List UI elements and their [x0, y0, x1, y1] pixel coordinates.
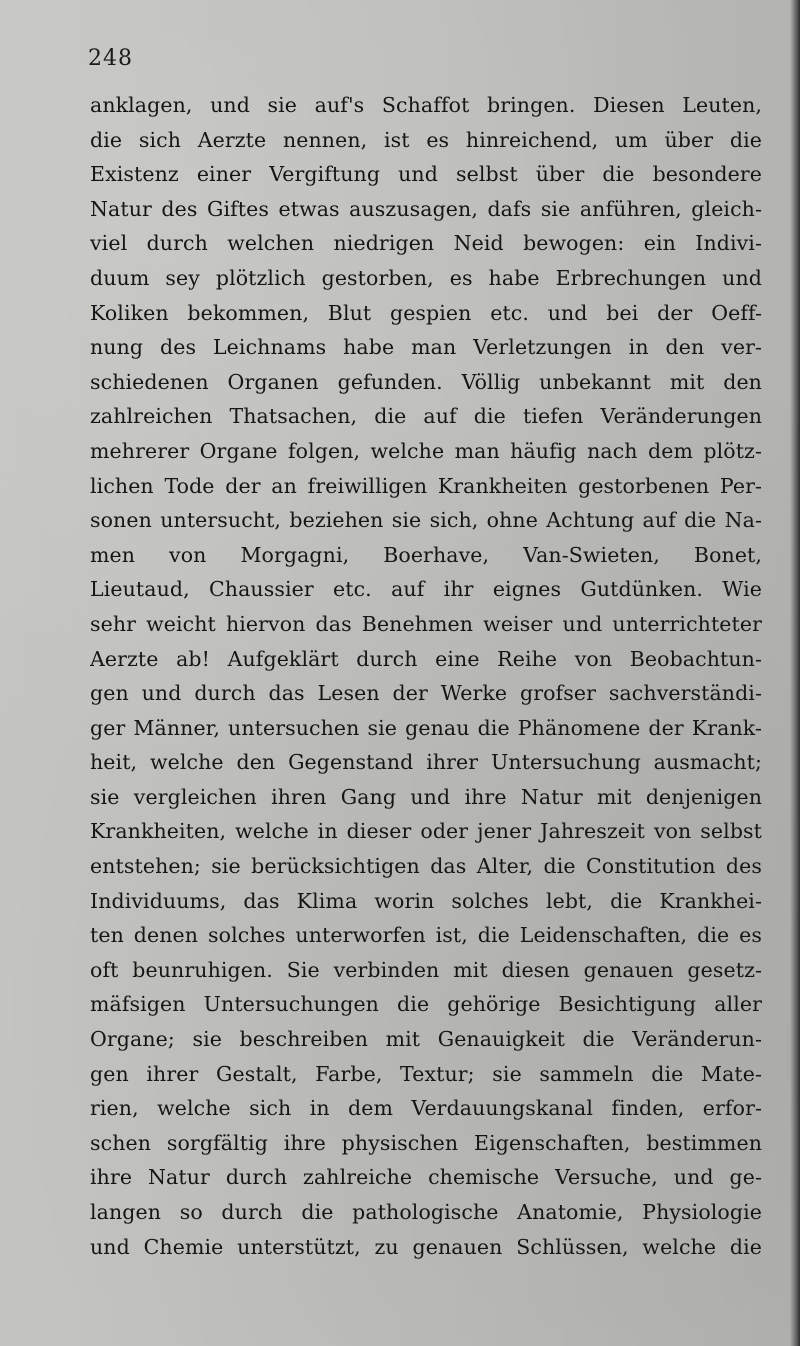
text-line: nung des Leichnams habe man Verletzungen in den ver-: [90, 335, 762, 360]
text-line: mehrerer Organe folgen, welche man häufig nach dem plötz-: [90, 438, 762, 463]
text-line: schen sorgfältig ihre physischen Eigenschaften, bestimmen: [90, 1130, 762, 1155]
text-line: heit, welche den Gegenstand ihrer Untersuchung ausmacht;: [90, 750, 762, 775]
text-line: duum sey plötzlich gestorben, es habe Erbrechungen und: [90, 265, 762, 290]
text-line: ger Männer, untersuchen sie genau die Phänomene der Krank-: [90, 715, 762, 740]
text-line: Natur des Giftes etwas auszusagen, dafs sie anführen, gleich-: [90, 196, 762, 221]
text-line: gen ihrer Gestalt, Farbe, Textur; sie sammeln die Mate-: [90, 1061, 762, 1086]
text-line: anklagen, und sie auf's Schaffot bringen. Diesen Leuten,: [90, 93, 762, 117]
body-text: [90, 88, 762, 1264]
text-line: viel durch welchen niedrigen Neid bewogen: ein Indivi-: [90, 231, 762, 256]
text-line: sie vergleichen ihren Gang und ihre Natur mit denjenigen: [90, 784, 762, 809]
text-line: schiedenen Organen gefunden. Völlig unbekannt mit den: [90, 369, 762, 394]
text-line: Aerzte ab! Aufgeklärt durch eine Reihe von Beobachtun-: [90, 646, 762, 671]
text-line: men von Morgagni, Boerhave, Van-Swieten, Bonet,: [90, 542, 762, 567]
text-line: gen und durch das Lesen der Werke grofser sachverständi-: [90, 681, 762, 706]
text-line: Organe; sie beschreiben mit Genauigkeit die Veränderun-: [90, 1027, 762, 1052]
text-line: Lieutaud, Chaussier etc. auf ihr eignes Gutdünken. Wie: [90, 577, 762, 602]
text-line: und Chemie unterstützt, zu genauen Schlüssen, welche die: [90, 1234, 762, 1259]
text-line: mäfsigen Untersuchungen die gehörige Besichtigung aller: [90, 992, 762, 1017]
page-edge-shadow: [790, 0, 800, 1346]
page-number: 248: [88, 46, 133, 71]
text-line: Individuums, das Klima worin solches lebt, die Krankhei-: [90, 888, 762, 913]
text-line: Koliken bekommen, Blut gespien etc. und bei der Oeff-: [90, 300, 762, 325]
text-line: lichen Tode der an freiwilligen Krankheiten gestorbenen Per-: [90, 473, 762, 498]
text-line: Krankheiten, welche in dieser oder jener Jahreszeit von selbst: [90, 819, 762, 844]
text-line: Existenz einer Vergiftung und selbst über die besondere: [90, 162, 762, 187]
text-line: entstehen; sie berücksichtigen das Alter, die Constitution des: [90, 854, 762, 879]
text-line: ihre Natur durch zahlreiche chemische Versuche, und ge-: [90, 1165, 762, 1190]
text-line: zahlreichen Thatsachen, die auf die tiefen Veränderungen: [90, 404, 762, 429]
text-line: ten denen solches unterworfen ist, die Leidenschaften, die es: [90, 923, 762, 948]
text-line: die sich Aerzte nennen, ist es hinreichend, um über die: [90, 127, 762, 152]
text-line: sehr weicht hiervon das Benehmen weiser und unterrichteter: [90, 611, 762, 636]
text-line: oft beunruhigen. Sie verbinden mit diesen genauen gesetz-: [90, 957, 762, 982]
text-line: rien, welche sich in dem Verdauungskanal finden, erfor-: [90, 1096, 762, 1121]
text-line: langen so durch die pathologische Anatomie, Physiologie: [90, 1200, 762, 1224]
text-line: sonen untersucht, beziehen sie sich, ohne Achtung auf die Na-: [90, 508, 762, 533]
